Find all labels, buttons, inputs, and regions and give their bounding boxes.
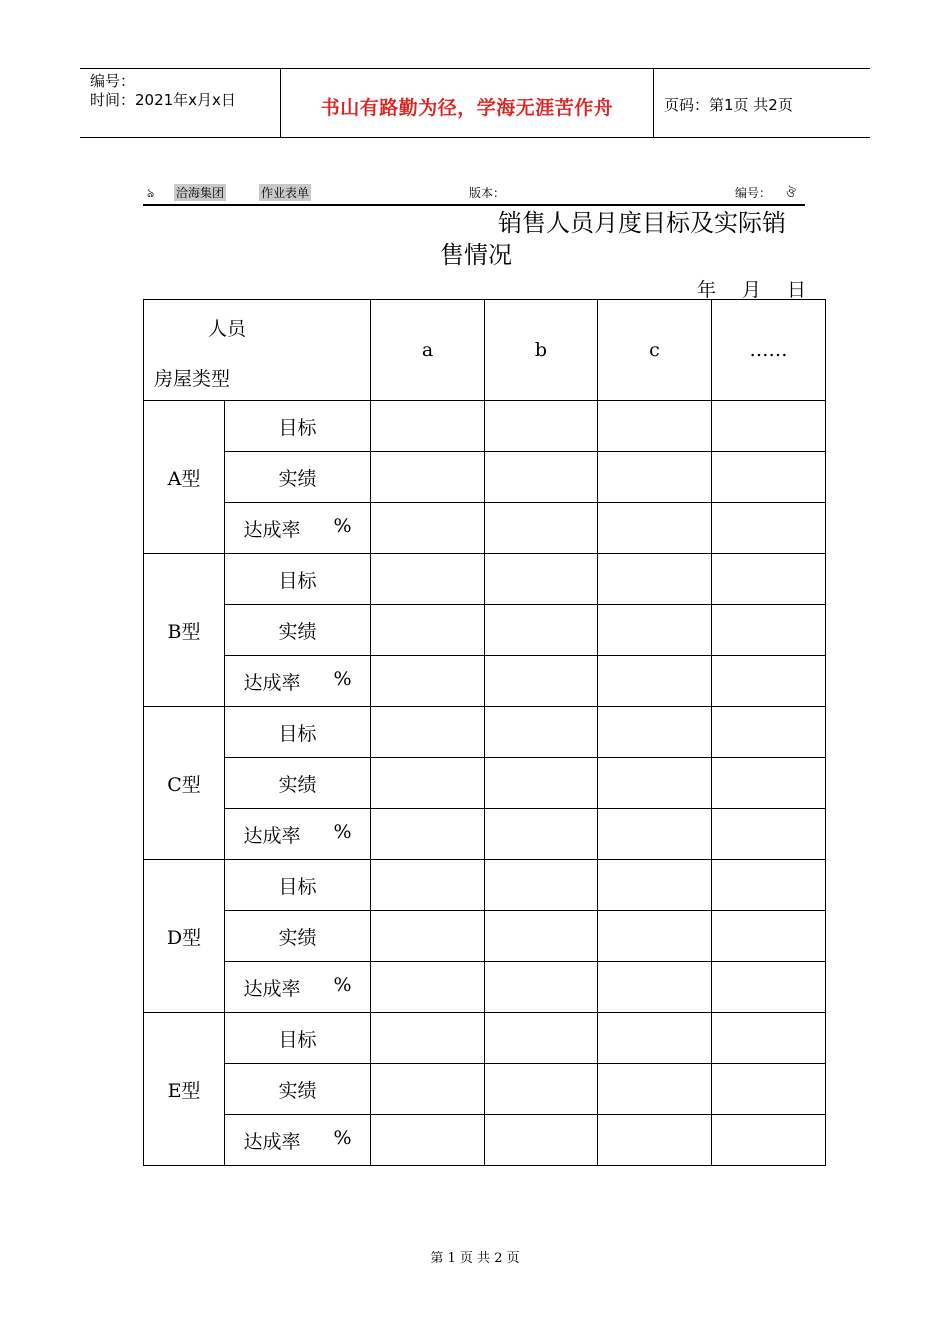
header-meta [80,69,281,137]
table-cell[interactable] [371,1013,485,1064]
header-slogan-cell [281,69,654,137]
table-cell[interactable] [598,809,712,860]
date-month: 月 [742,279,762,301]
table-cell[interactable] [371,503,485,554]
table-cell[interactable] [371,554,485,605]
metric-actual-label: 实绩 [225,605,371,656]
table-cell[interactable] [598,1064,712,1115]
metric-rate-label [225,1115,371,1166]
table-cell[interactable] [485,452,598,503]
table-cell[interactable] [371,809,485,860]
date-day: 日 [787,279,807,301]
table-cell[interactable] [712,401,826,452]
table-cell[interactable] [485,554,598,605]
table-cell[interactable] [712,605,826,656]
table-cell[interactable] [485,1013,598,1064]
metric-rate-label [225,656,371,707]
metric-rate-label [225,962,371,1013]
table-row [144,809,826,860]
date-line [697,275,806,302]
percent-sign: % [333,973,352,996]
table-row [144,401,826,452]
page-header [80,68,870,138]
metric-target-label: 目标 [225,1013,371,1064]
rate-label-wrap [244,668,352,695]
table-corner-cell [144,300,371,401]
percent-sign: % [333,820,352,843]
rate-label-wrap [244,515,352,542]
table-cell[interactable] [598,962,712,1013]
header-page-cell [654,69,870,137]
table-row [144,707,826,758]
table-cell[interactable] [485,401,598,452]
rate-label-wrap [244,974,352,1001]
rate-label-wrap [244,821,352,848]
table-cell[interactable] [598,911,712,962]
page-title-line1: 销售人员月度目标及实际销 [498,209,786,237]
metric-rate-label [225,809,371,860]
rate-text: 达成率 [243,671,301,694]
house-type-label: C型 [144,707,225,860]
header-page-label: 页码：第1页 共2页 [664,96,793,114]
metric-target-label: 目标 [225,707,371,758]
table-cell[interactable] [371,1115,485,1166]
table-cell[interactable] [485,758,598,809]
table-row [144,860,826,911]
table-cell[interactable] [371,707,485,758]
metric-target-label: 目标 [225,860,371,911]
column-header-a: a [371,300,485,401]
table-cell[interactable] [598,656,712,707]
table-cell[interactable] [712,962,826,1013]
metric-target-label: 目标 [225,554,371,605]
percent-sign: % [333,667,352,690]
house-type-label: A型 [144,401,225,554]
table-cell[interactable] [598,860,712,911]
table-cell[interactable] [485,503,598,554]
table-row [144,1013,826,1064]
house-type-label: E型 [144,1013,225,1166]
table-row [144,503,826,554]
column-header-b: b [485,300,598,401]
rate-text: 达成率 [243,518,301,541]
metric-actual-label: 实绩 [225,758,371,809]
table-row [144,656,826,707]
table-cell[interactable] [598,1115,712,1166]
table-cell[interactable] [485,911,598,962]
house-type-label: B型 [144,554,225,707]
header-time-label: 时间：2021年x月x日 [90,91,236,109]
table-cell[interactable] [712,1064,826,1115]
column-header-c: c [598,300,712,401]
table-row [144,962,826,1013]
table-cell[interactable] [598,707,712,758]
strip-company: 洽海集团 [176,186,225,200]
table-cell[interactable] [598,401,712,452]
table-cell[interactable] [598,503,712,554]
metric-target-label: 目标 [225,401,371,452]
table-cell[interactable] [371,758,485,809]
table-cell[interactable] [712,656,826,707]
header-slogan: 书山有路勤为径，学海无涯苦作舟 [320,97,614,119]
table-cell[interactable] [598,554,712,605]
metric-rate-label [225,503,371,554]
table-cell[interactable] [485,656,598,707]
sales-target-table [143,299,826,1166]
table-cell[interactable] [712,1115,826,1166]
table-cell[interactable] [712,1013,826,1064]
table-cell[interactable] [712,758,826,809]
table-cell[interactable] [371,605,485,656]
table-cell[interactable] [485,860,598,911]
table-row [144,758,826,809]
table-row [144,605,826,656]
percent-sign: % [333,1126,352,1149]
metric-actual-label: 实绩 [225,911,371,962]
metric-actual-label: 实绩 [225,452,371,503]
table-cell[interactable] [712,860,826,911]
strip-left-mark-icon: ঌ [147,186,155,200]
table-cell[interactable] [371,911,485,962]
table-cell[interactable] [371,656,485,707]
rate-label-wrap [244,1127,352,1154]
table-row [144,1064,826,1115]
strip-number-label: 编号： [735,186,772,200]
table-row [144,554,826,605]
table-cell[interactable] [712,809,826,860]
corner-person-label: 人员 [208,318,247,340]
table-cell[interactable] [485,1064,598,1115]
table-row [144,911,826,962]
table-cell[interactable] [485,962,598,1013]
percent-sign: % [333,514,352,537]
table-row [144,452,826,503]
table-cell[interactable] [712,707,826,758]
strip-version-label: 版本： [469,186,506,200]
table-cell[interactable] [712,503,826,554]
table-cell[interactable] [712,554,826,605]
table-cell[interactable] [485,605,598,656]
column-header-more: …… [712,300,826,401]
table-cell[interactable] [371,452,485,503]
header-number-label: 编号： [90,72,136,90]
table-cell[interactable] [598,758,712,809]
rate-text: 达成率 [243,824,301,847]
strip-form: 作业表单 [261,186,310,200]
page-footer: 第 1 页 共 2 页 [430,1251,520,1266]
house-type-label: D型 [144,860,225,1013]
table-cell[interactable] [485,1115,598,1166]
table-cell[interactable] [371,962,485,1013]
table-cell[interactable] [485,809,598,860]
table-cell[interactable] [712,911,826,962]
table-cell[interactable] [598,605,712,656]
date-year: 年 [697,279,717,301]
table-header-row [144,300,826,401]
table-cell[interactable] [598,452,712,503]
table-row [144,1115,826,1166]
rate-text: 达成率 [243,977,301,1000]
table-cell[interactable] [485,707,598,758]
strip-right-mark-icon: ঔ [786,186,796,200]
page-title-line2: 售情况 [440,241,512,269]
table-cell[interactable] [371,401,485,452]
table-cell[interactable] [371,1064,485,1115]
corner-type-label: 房屋类型 [154,368,231,390]
table-cell[interactable] [371,860,485,911]
table-cell[interactable] [598,1013,712,1064]
metric-actual-label: 实绩 [225,1064,371,1115]
table-cell[interactable] [712,452,826,503]
rate-text: 达成率 [243,1130,301,1153]
